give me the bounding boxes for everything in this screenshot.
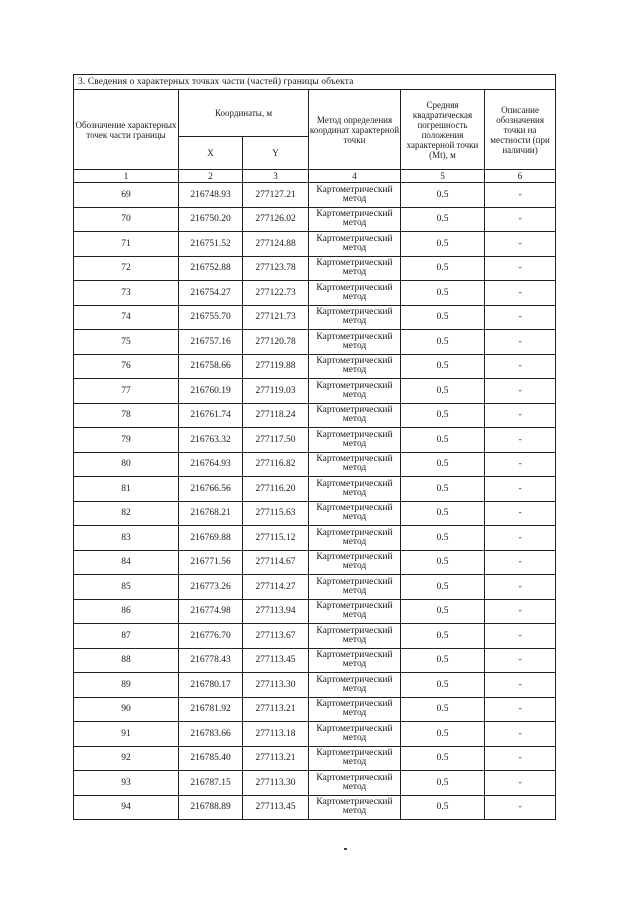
description-cell: - <box>485 501 556 526</box>
accuracy-cell: 0.5 <box>401 183 485 208</box>
accuracy-cell: 0.5 <box>401 305 485 330</box>
coordinate-y: 277121.73 <box>243 305 309 330</box>
description-cell: - <box>485 550 556 575</box>
point-number: 90 <box>74 697 179 722</box>
accuracy-cell: 0.5 <box>401 722 485 747</box>
coordinate-x: 216774.98 <box>179 599 243 624</box>
coordinate-x: 216748.93 <box>179 183 243 208</box>
method-cell: Картометрический метод <box>309 428 401 453</box>
accuracy-cell: 0.5 <box>401 354 485 379</box>
method-cell: Картометрический метод <box>309 795 401 820</box>
coordinate-x: 216788.89 <box>179 795 243 820</box>
table-row <box>74 452 556 477</box>
method-cell: Картометрический метод <box>309 501 401 526</box>
table-row <box>74 403 556 428</box>
method-cell: Картометрический метод <box>309 379 401 404</box>
accuracy-cell: 0.5 <box>401 599 485 624</box>
table-row <box>74 501 556 526</box>
coordinate-x: 216764.93 <box>179 452 243 477</box>
method-cell: Картометрический метод <box>309 526 401 551</box>
point-number: 84 <box>74 550 179 575</box>
column-number: 6 <box>485 170 556 183</box>
coordinate-x: 216752.88 <box>179 256 243 281</box>
method-cell: Картометрический метод <box>309 477 401 502</box>
coordinate-x: 216778.43 <box>179 648 243 673</box>
document-sheet <box>73 74 555 820</box>
method-cell: Картометрический метод <box>309 330 401 355</box>
accuracy-cell: 0.5 <box>401 256 485 281</box>
description-cell: - <box>485 428 556 453</box>
boundary-points-table <box>73 74 556 820</box>
method-cell: Картометрический метод <box>309 232 401 257</box>
table-row <box>74 232 556 257</box>
coordinate-y: 277118.24 <box>243 403 309 428</box>
table-row <box>74 624 556 649</box>
accuracy-cell: 0.5 <box>401 452 485 477</box>
header-accuracy: Средняя квадратическая погрешность положения характерной точки (Mt), м <box>401 90 485 170</box>
method-cell: Картометрический метод <box>309 697 401 722</box>
table-row <box>74 599 556 624</box>
point-number: 83 <box>74 526 179 551</box>
method-cell: Картометрический метод <box>309 722 401 747</box>
point-number: 88 <box>74 648 179 673</box>
method-cell: Картометрический метод <box>309 624 401 649</box>
description-cell: - <box>485 648 556 673</box>
point-number: 91 <box>74 722 179 747</box>
coordinate-y: 277113.67 <box>243 624 309 649</box>
coordinate-x: 216785.40 <box>179 746 243 771</box>
method-cell: Картометрический метод <box>309 771 401 796</box>
method-cell: Картометрический метод <box>309 452 401 477</box>
column-number: 3 <box>243 170 309 183</box>
coordinate-y: 277122.73 <box>243 281 309 306</box>
coordinate-x: 216787.15 <box>179 771 243 796</box>
page-mark <box>344 848 347 850</box>
method-cell: Картометрический метод <box>309 207 401 232</box>
point-number: 78 <box>74 403 179 428</box>
point-number: 81 <box>74 477 179 502</box>
coordinate-x: 216783.66 <box>179 722 243 747</box>
coordinate-y: 277113.30 <box>243 771 309 796</box>
section-title: 3. Сведения о характерных точках части (частей) границы объекта <box>74 75 556 90</box>
description-cell: - <box>485 354 556 379</box>
point-number: 92 <box>74 746 179 771</box>
method-cell: Картометрический метод <box>309 648 401 673</box>
description-cell: - <box>485 575 556 600</box>
method-cell: Картометрический метод <box>309 183 401 208</box>
description-cell: - <box>485 697 556 722</box>
table-row <box>74 281 556 306</box>
coordinate-x: 216760.19 <box>179 379 243 404</box>
table-row <box>74 207 556 232</box>
accuracy-cell: 0.5 <box>401 379 485 404</box>
header-method: Метод определения координат характерной точки <box>309 90 401 170</box>
table-row <box>74 354 556 379</box>
coordinate-y: 277113.94 <box>243 599 309 624</box>
description-cell: - <box>485 722 556 747</box>
coordinate-y: 277115.12 <box>243 526 309 551</box>
point-number: 70 <box>74 207 179 232</box>
coordinate-x: 216776.70 <box>179 624 243 649</box>
coordinate-y: 277120.78 <box>243 330 309 355</box>
coordinate-y: 277113.18 <box>243 722 309 747</box>
accuracy-cell: 0.5 <box>401 330 485 355</box>
method-cell: Картометрический метод <box>309 354 401 379</box>
column-number: 4 <box>309 170 401 183</box>
description-cell: - <box>485 379 556 404</box>
coordinate-x: 216757.16 <box>179 330 243 355</box>
description-cell: - <box>485 452 556 477</box>
accuracy-cell: 0.5 <box>401 477 485 502</box>
method-cell: Картометрический метод <box>309 305 401 330</box>
accuracy-cell: 0.5 <box>401 746 485 771</box>
accuracy-cell: 0.5 <box>401 403 485 428</box>
description-cell: - <box>485 330 556 355</box>
method-cell: Картометрический метод <box>309 403 401 428</box>
table-row <box>74 477 556 502</box>
point-number: 94 <box>74 795 179 820</box>
table-row <box>74 673 556 698</box>
point-number: 74 <box>74 305 179 330</box>
table-row <box>74 305 556 330</box>
point-number: 79 <box>74 428 179 453</box>
column-number: 1 <box>74 170 179 183</box>
coordinate-x: 216763.32 <box>179 428 243 453</box>
coordinate-y: 277119.88 <box>243 354 309 379</box>
accuracy-cell: 0.5 <box>401 232 485 257</box>
description-cell: - <box>485 624 556 649</box>
coordinate-y: 277116.82 <box>243 452 309 477</box>
table-row <box>74 795 556 820</box>
accuracy-cell: 0.5 <box>401 501 485 526</box>
description-cell: - <box>485 526 556 551</box>
description-cell: - <box>485 477 556 502</box>
coordinate-x: 216773.26 <box>179 575 243 600</box>
point-number: 75 <box>74 330 179 355</box>
method-cell: Картометрический метод <box>309 575 401 600</box>
table-row <box>74 379 556 404</box>
header-point-designation: Обозначение характерных точек части границы <box>74 90 179 170</box>
point-number: 82 <box>74 501 179 526</box>
description-cell: - <box>485 256 556 281</box>
accuracy-cell: 0.5 <box>401 575 485 600</box>
header-description: Описание обозначения точки на местности (при наличии) <box>485 90 556 170</box>
description-cell: - <box>485 673 556 698</box>
coordinate-x: 216768.21 <box>179 501 243 526</box>
coordinate-y: 277113.30 <box>243 673 309 698</box>
coordinate-y: 277115.63 <box>243 501 309 526</box>
table-row <box>74 330 556 355</box>
description-cell: - <box>485 232 556 257</box>
coordinate-x: 216769.88 <box>179 526 243 551</box>
coordinate-y: 277113.21 <box>243 746 309 771</box>
coordinate-x: 216750.20 <box>179 207 243 232</box>
description-cell: - <box>485 305 556 330</box>
coordinate-x: 216761.74 <box>179 403 243 428</box>
description-cell: - <box>485 403 556 428</box>
table-row <box>74 648 556 673</box>
coordinate-y: 277119.03 <box>243 379 309 404</box>
description-cell: - <box>485 746 556 771</box>
coordinate-y: 277113.45 <box>243 648 309 673</box>
point-number: 72 <box>74 256 179 281</box>
method-cell: Картометрический метод <box>309 599 401 624</box>
coordinate-x: 216754.27 <box>179 281 243 306</box>
column-numbers-row <box>74 170 556 183</box>
table-row <box>74 550 556 575</box>
method-cell: Картометрический метод <box>309 256 401 281</box>
coordinate-y: 277116.20 <box>243 477 309 502</box>
point-number: 85 <box>74 575 179 600</box>
point-number: 86 <box>74 599 179 624</box>
description-cell: - <box>485 599 556 624</box>
column-number: 5 <box>401 170 485 183</box>
coordinate-y: 277124.88 <box>243 232 309 257</box>
coordinate-y: 277126.02 <box>243 207 309 232</box>
coordinate-y: 277114.27 <box>243 575 309 600</box>
accuracy-cell: 0.5 <box>401 550 485 575</box>
point-number: 69 <box>74 183 179 208</box>
coordinate-x: 216781.92 <box>179 697 243 722</box>
table-row <box>74 526 556 551</box>
accuracy-cell: 0.5 <box>401 207 485 232</box>
accuracy-cell: 0.5 <box>401 673 485 698</box>
header-x: X <box>179 137 243 170</box>
coordinate-y: 277113.21 <box>243 697 309 722</box>
description-cell: - <box>485 795 556 820</box>
coordinate-x: 216751.52 <box>179 232 243 257</box>
coordinate-y: 277127.21 <box>243 183 309 208</box>
coordinate-x: 216758.66 <box>179 354 243 379</box>
point-number: 93 <box>74 771 179 796</box>
accuracy-cell: 0.5 <box>401 428 485 453</box>
table-row <box>74 256 556 281</box>
table-row <box>74 575 556 600</box>
description-cell: - <box>485 183 556 208</box>
table-row <box>74 746 556 771</box>
accuracy-cell: 0.5 <box>401 648 485 673</box>
table-row <box>74 183 556 208</box>
table-row <box>74 697 556 722</box>
point-number: 71 <box>74 232 179 257</box>
accuracy-cell: 0.5 <box>401 624 485 649</box>
accuracy-cell: 0.5 <box>401 526 485 551</box>
header-y: Y <box>243 137 309 170</box>
method-cell: Картометрический метод <box>309 746 401 771</box>
column-number: 2 <box>179 170 243 183</box>
header-coordinates: Координаты, м <box>179 90 309 137</box>
table-row <box>74 722 556 747</box>
accuracy-cell: 0.5 <box>401 697 485 722</box>
table-row <box>74 771 556 796</box>
point-number: 76 <box>74 354 179 379</box>
accuracy-cell: 0.5 <box>401 281 485 306</box>
description-cell: - <box>485 771 556 796</box>
point-number: 89 <box>74 673 179 698</box>
coordinate-x: 216755.70 <box>179 305 243 330</box>
method-cell: Картометрический метод <box>309 281 401 306</box>
table-row <box>74 428 556 453</box>
description-cell: - <box>485 281 556 306</box>
method-cell: Картометрический метод <box>309 550 401 575</box>
coordinate-x: 216780.17 <box>179 673 243 698</box>
coordinate-x: 216766.56 <box>179 477 243 502</box>
coordinate-y: 277113.45 <box>243 795 309 820</box>
coordinate-y: 277117.50 <box>243 428 309 453</box>
accuracy-cell: 0.5 <box>401 795 485 820</box>
coordinate-y: 277123.78 <box>243 256 309 281</box>
coordinate-y: 277114.67 <box>243 550 309 575</box>
accuracy-cell: 0.5 <box>401 771 485 796</box>
point-number: 87 <box>74 624 179 649</box>
point-number: 80 <box>74 452 179 477</box>
point-number: 73 <box>74 281 179 306</box>
point-number: 77 <box>74 379 179 404</box>
description-cell: - <box>485 207 556 232</box>
method-cell: Картометрический метод <box>309 673 401 698</box>
coordinate-x: 216771.56 <box>179 550 243 575</box>
